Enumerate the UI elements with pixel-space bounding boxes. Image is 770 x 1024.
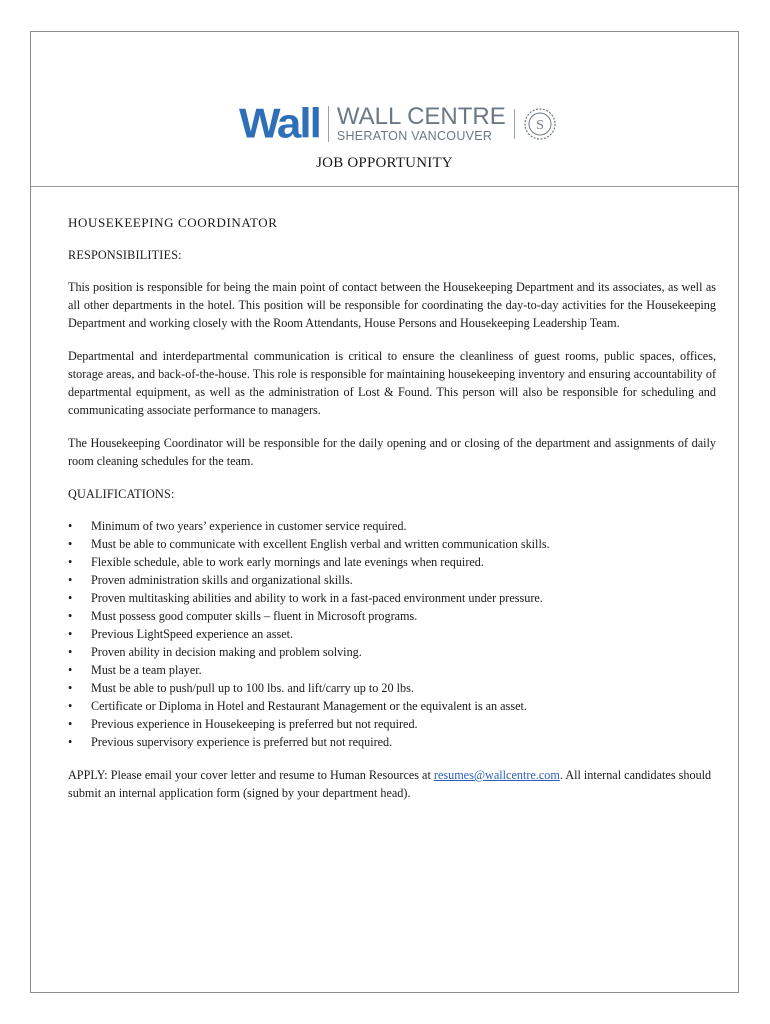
bullet-icon: • [68, 627, 73, 641]
apply-email-link[interactable]: resumes@wallcentre.com [433, 768, 560, 782]
list-item-text: Must possess good computer skills – fluent in Microsoft programs. [91, 609, 418, 623]
bullet-icon: • [68, 663, 73, 677]
list-item-text: Previous supervisory experience is preferred but not required. [91, 735, 393, 749]
page-title: JOB OPPORTUNITY [316, 155, 453, 171]
document-page [30, 31, 739, 993]
list-item [68, 679, 716, 697]
bullet-icon: • [68, 555, 73, 569]
qualifications-heading: QUALIFICATIONS: [68, 487, 175, 501]
logo-line-2: SHERATON VANCOUVER [336, 129, 493, 143]
list-item [68, 697, 716, 715]
logo-text [337, 105, 506, 143]
responsibilities-paragraph-1: This position is responsible for being the main point of contact between the Housekeeping Department and its associates, as well as all other departments in the hotel. This position will be responsible for coordinating the day-to-day activities for the Housekeeping Department and working closely with the Room Attendants, House Persons and Housekeeping Leadership Team. [68, 280, 716, 330]
wall-centre-logo [239, 102, 557, 146]
bullet-icon: • [68, 645, 73, 659]
list-item-text: Proven multitasking abilities and ability to work in a fast-paced environment under pressure. [91, 591, 543, 605]
apply-text-suffix: . All internal candidates should submit an internal application form (signed by your department head). [68, 768, 712, 800]
list-item [68, 589, 716, 607]
apply-text-prefix: APPLY: Please email your cover letter and resume to Human Resources at [68, 768, 434, 782]
list-item-text: Must be able to communicate with excellent English verbal and written communication skills. [91, 537, 550, 551]
bullet-icon: • [68, 717, 73, 731]
bullet-icon: • [68, 699, 73, 713]
list-item [68, 715, 716, 733]
seal-letter: S [535, 118, 544, 133]
list-item-text: Certificate or Diploma in Hotel and Restaurant Management or the equivalent is an asset. [91, 699, 527, 713]
list-item [68, 553, 716, 571]
responsibilities-paragraph-2: Departmental and interdepartmental communication is critical to ensure the cleanliness of guest rooms, public spaces, offices, storage areas, and back-of-the-house. This role is responsible for maintaining housekeeping inventory and ensuring accountability of departmental equipment, as well as the administration of Lost & Found. This person will also be responsible for scheduling and communicating associate performance to managers. [68, 349, 716, 417]
bullet-icon: • [68, 519, 73, 533]
list-item [68, 571, 716, 589]
logo-line-1: WALL CENTRE [336, 103, 506, 130]
position-title: HOUSEKEEPING COORDINATOR [68, 215, 278, 230]
job-content [68, 214, 716, 802]
header-divider [31, 186, 738, 187]
bullet-icon: • [68, 573, 73, 587]
list-item [68, 643, 716, 661]
list-item [68, 733, 716, 751]
bullet-icon: • [68, 537, 73, 551]
sheraton-seal-icon [523, 107, 557, 141]
list-item [68, 535, 716, 553]
apply-paragraph [68, 766, 716, 802]
bullet-icon: • [68, 735, 73, 749]
list-item [68, 517, 716, 535]
bullet-icon: • [68, 609, 73, 623]
list-item-text: Must be able to push/pull up to 100 lbs. and lift/carry up to 20 lbs. [91, 681, 414, 695]
qualifications-list [68, 517, 716, 751]
list-item-text: Flexible schedule, able to work early mornings and late evenings when required. [91, 555, 484, 569]
logo-wordmark: Wall [239, 100, 320, 147]
responsibilities-paragraph-3: The Housekeeping Coordinator will be responsible for the daily opening and or closing of the department and assignments of daily room cleaning schedules for the team. [68, 436, 716, 468]
bullet-icon: • [68, 681, 73, 695]
logo-divider [328, 106, 329, 142]
list-item-text: Proven ability in decision making and problem solving. [91, 645, 362, 659]
list-item-text: Proven administration skills and organizational skills. [91, 573, 353, 587]
list-item [68, 661, 716, 679]
list-item-text: Must be a team player. [91, 663, 202, 677]
list-item [68, 607, 716, 625]
logo-divider-2 [514, 109, 515, 139]
bullet-icon: • [68, 591, 73, 605]
responsibilities-heading: RESPONSIBILITIES: [68, 248, 182, 262]
list-item-text: Minimum of two years’ experience in customer service required. [91, 519, 407, 533]
list-item-text: Previous experience in Housekeeping is preferred but not required. [91, 717, 418, 731]
list-item [68, 625, 716, 643]
list-item-text: Previous LightSpeed experience an asset. [91, 627, 294, 641]
